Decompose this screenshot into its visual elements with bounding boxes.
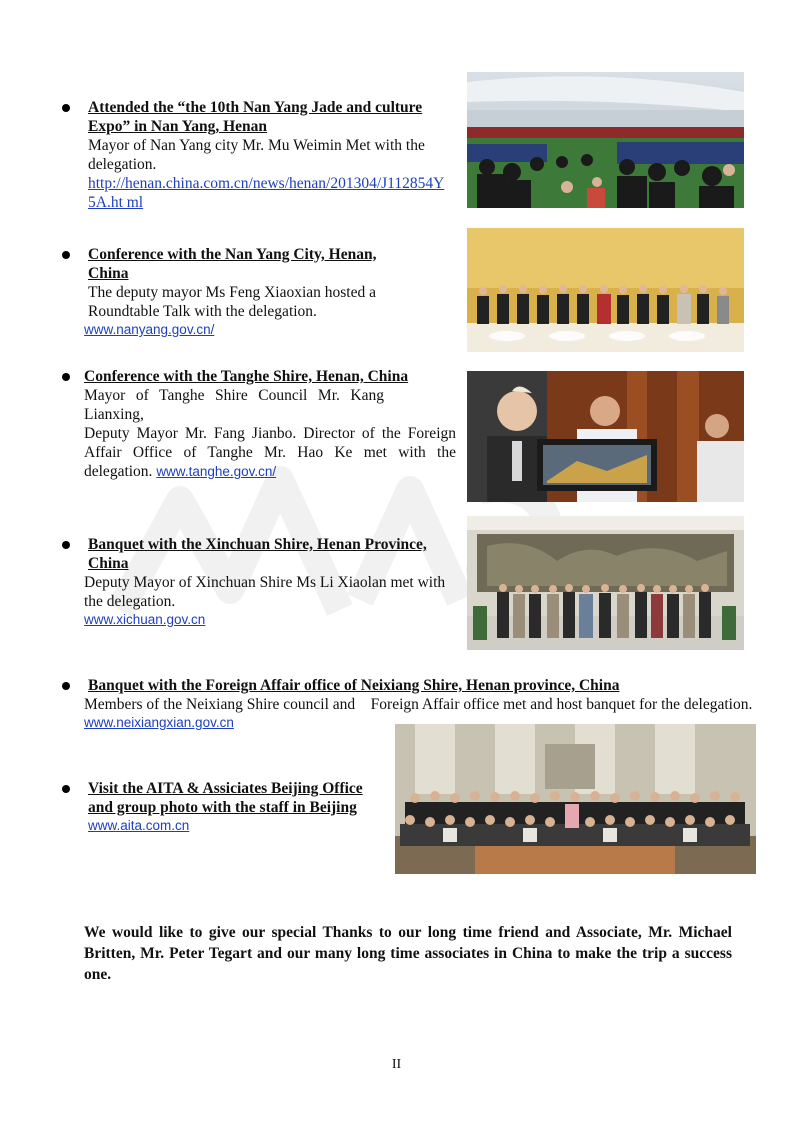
photo-aita-group	[395, 724, 756, 874]
entry-title: Banquet with the Xinchuan Shire, Henan Province, China	[88, 536, 427, 572]
photo-tanghe-gift	[467, 371, 744, 502]
photo-xinchuan-group	[467, 516, 744, 650]
entry-body: Mayor of Nan Yang city Mr. Mu Weimin Met with the delegation.	[88, 137, 425, 173]
entry-nanyang-conference	[84, 245, 448, 339]
entry-link[interactable]: www.nanyang.gov.cn/	[84, 322, 215, 337]
bullet-icon	[62, 104, 70, 112]
entry-title: Conference with the Tanghe Shire, Henan, China	[84, 368, 409, 385]
entry-body: Deputy Mayor of Xinchuan Shire Ms Li Xiaolan met with the delegation.	[84, 574, 446, 610]
entry-body: Mayor of Tanghe Shire Council Mr. Kang Lianxing,	[84, 387, 384, 423]
entry-body: Members of the Neixiang Shire council and Foreign Affair office met and host banquet for the delegation.	[84, 696, 753, 713]
photo-jade-expo	[467, 72, 744, 208]
entry-link[interactable]: www.neixiangxian.gov.cn	[84, 715, 234, 730]
thanks-paragraph: We would like to give our special Thanks to our long time friend and Associate, Mr. Michael Britten, Mr. Peter Tegart and our many long time associates in China to make the trip a success one.	[84, 924, 732, 983]
photo-nanyang-conference	[467, 228, 744, 352]
entry-title: Conference with the Nan Yang City, Henan, China	[88, 246, 377, 282]
entry-link[interactable]: www.xichuan.gov.cn	[84, 612, 206, 627]
entry-jade-expo	[88, 98, 448, 212]
entry-title: Banquet with the Foreign Affair office of Neixiang Shire, Henan province, China	[88, 677, 620, 694]
bullet-icon	[62, 682, 70, 690]
bullet-icon	[62, 785, 70, 793]
entry-link[interactable]: www.aita.com.cn	[88, 818, 190, 833]
entry-body: The deputy mayor Ms Feng Xiaoxian hosted a Roundtable Talk with the delegation.	[88, 284, 376, 320]
page-number: II	[391, 1057, 402, 1072]
bullet-icon	[62, 541, 70, 549]
entry-aita-visit	[88, 779, 378, 835]
entry-title: Attended the “the 10th Nan Yang Jade and culture Expo” in Nan Yang, Henan	[88, 99, 423, 135]
bullet-icon	[62, 373, 70, 381]
bullet-icon	[62, 251, 70, 259]
entry-title: Visit the AITA & Assiciates Beijing Office and group photo with the staff in Beijing	[88, 780, 363, 816]
entry-xinchuan-banquet	[84, 535, 454, 629]
entry-link[interactable]: www.tanghe.gov.cn/	[156, 464, 277, 479]
entry-tanghe-conference	[84, 367, 456, 481]
entry-body-cont: Deputy Mayor Mr. Fang Jianbo. Director of the Foreign Affair Office of Tanghe Mr. Hao Ke met with the delegation. www.tanghe.gov.cn/	[84, 425, 456, 480]
entry-link[interactable]: http://henan.china.com.cn/news/henan/201304/J112854Y5A.ht ml	[88, 175, 445, 211]
